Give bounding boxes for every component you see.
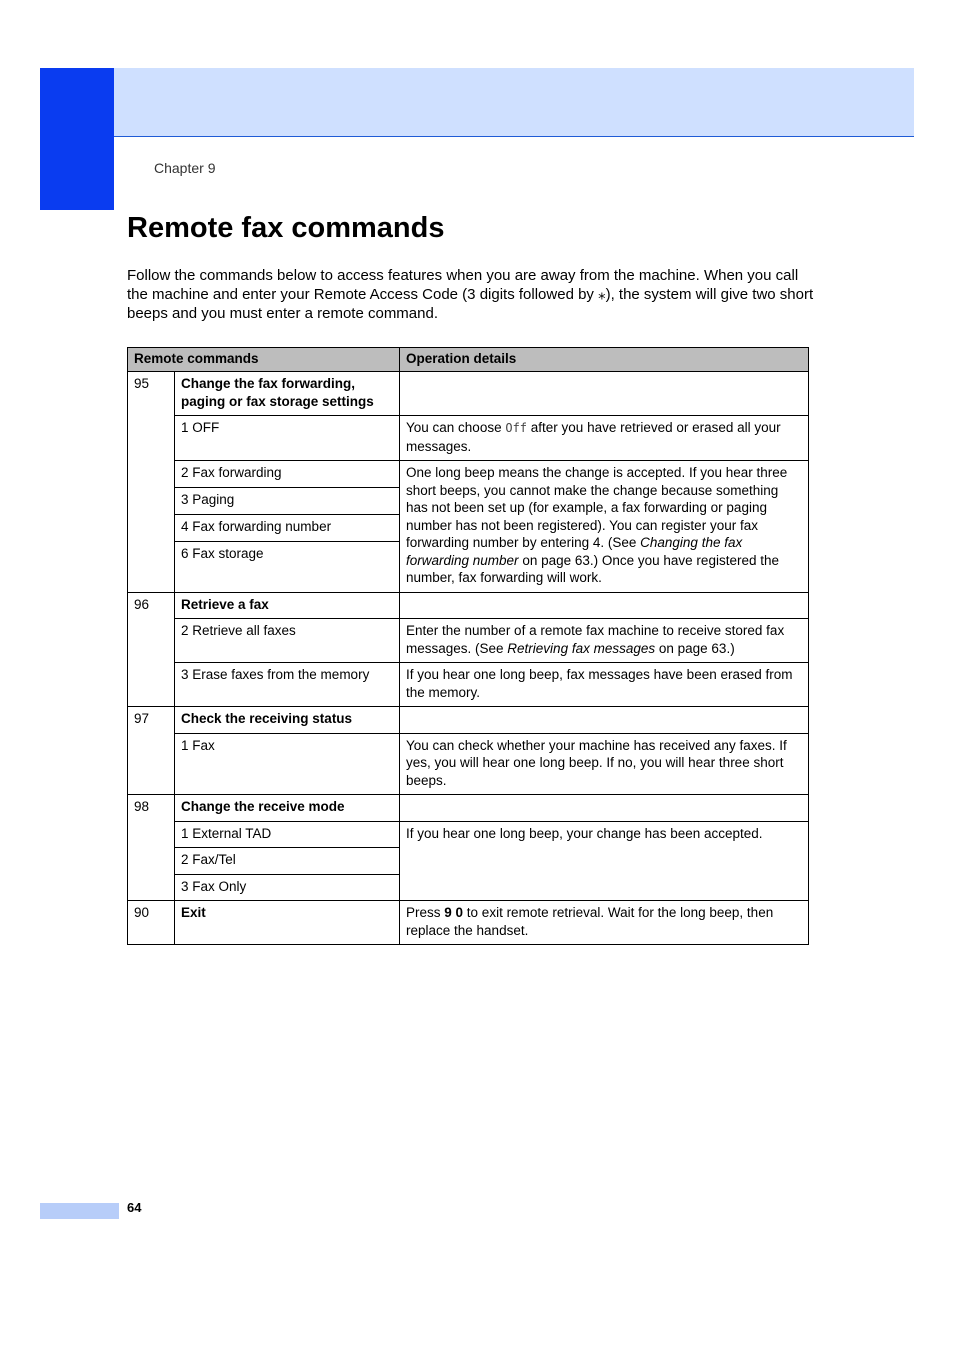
details-cell: Press 9 0 to exit remote retrieval. Wait for the long beep, then replace the handset. xyxy=(400,901,809,945)
details-cell xyxy=(400,707,809,734)
command-code: 90 xyxy=(128,901,175,945)
command-code: 95 xyxy=(128,372,175,593)
details-cell xyxy=(400,592,809,619)
command-code: 96 xyxy=(128,592,175,707)
details-cell: You can check whether your machine has received any faxes. If yes, you will hear one long beep. If no, you will hear three short beeps. xyxy=(400,733,809,795)
command-item: 3 Erase faxes from the memory xyxy=(175,663,400,707)
page-number: 64 xyxy=(127,1200,142,1215)
table-row xyxy=(128,592,809,619)
command-item: 6 Fax storage xyxy=(175,541,400,592)
page-title: Remote fax commands xyxy=(127,212,445,244)
command-item: 1 Fax xyxy=(175,733,400,795)
command-title: Check the receiving status xyxy=(175,707,400,734)
command-code: 97 xyxy=(128,707,175,795)
table-row xyxy=(128,821,809,848)
command-title: Retrieve a fax xyxy=(175,592,400,619)
details-cell: If you hear one long beep, your change has been accepted. xyxy=(400,821,809,901)
table-row xyxy=(128,901,809,945)
command-item: 1 External TAD xyxy=(175,821,400,848)
command-item: 1 OFF xyxy=(175,416,400,461)
details-cell: One long beep means the change is accepted. If you hear three short beeps, you cannot make the change because something has not been set up (for example, a fax forwarding or paging number has not been registered). You can register your fax forwarding number by entering 4. (See Changing the fax forwarding number on page 63.) Once you have registered the number, fax forwarding will work. xyxy=(400,461,809,593)
command-code: 98 xyxy=(128,795,175,901)
header-band xyxy=(113,68,914,137)
command-title: Change the fax forwarding, paging or fax storage settings xyxy=(175,372,400,416)
key-sequence: 9 0 xyxy=(444,905,464,920)
command-item: 2 Fax forwarding xyxy=(175,461,400,488)
table-row xyxy=(128,416,809,461)
table-row xyxy=(128,663,809,707)
command-item: 4 Fax forwarding number xyxy=(175,514,400,541)
header-remote-commands: Remote commands xyxy=(128,348,400,372)
header-operation-details: Operation details xyxy=(400,348,809,372)
table-header-row xyxy=(128,348,809,372)
command-item: 3 Paging xyxy=(175,487,400,514)
remote-commands-table xyxy=(127,347,809,945)
table-row xyxy=(128,707,809,734)
command-title: Change the receive mode xyxy=(175,795,400,822)
table-row xyxy=(128,733,809,795)
intro-paragraph: Follow the commands below to access features when you are away from the machine. When you call the machine and enter your Remote Access Code (3 digits followed by ⁎), the system will give two short beeps and you must enter a remote command. xyxy=(127,267,814,322)
display-text-off: Off xyxy=(505,421,528,435)
table-row xyxy=(128,619,809,663)
cross-reference: Changing the fax forwarding number xyxy=(406,535,743,568)
details-cell: You can choose Off after you have retrieved or erased all your messages. xyxy=(400,416,809,461)
chapter-tab xyxy=(40,68,114,210)
command-item: 3 Fax Only xyxy=(175,874,400,901)
table-row xyxy=(128,461,809,488)
command-item: 2 Fax/Tel xyxy=(175,848,400,875)
command-item: 2 Retrieve all faxes xyxy=(175,619,400,663)
cross-reference: Retrieving fax messages xyxy=(507,640,656,656)
command-title: Exit xyxy=(175,901,400,945)
table-row xyxy=(128,795,809,822)
chapter-label: Chapter 9 xyxy=(154,160,216,176)
details-cell xyxy=(400,795,809,822)
details-cell: If you hear one long beep, fax messages have been erased from the memory. xyxy=(400,663,809,707)
table-row xyxy=(128,372,809,416)
details-cell: Enter the number of a remote fax machine to receive stored fax messages. (See Retrieving fax messages on page 63.) xyxy=(400,619,809,663)
details-cell xyxy=(400,372,809,416)
footer-bar xyxy=(40,1203,119,1219)
